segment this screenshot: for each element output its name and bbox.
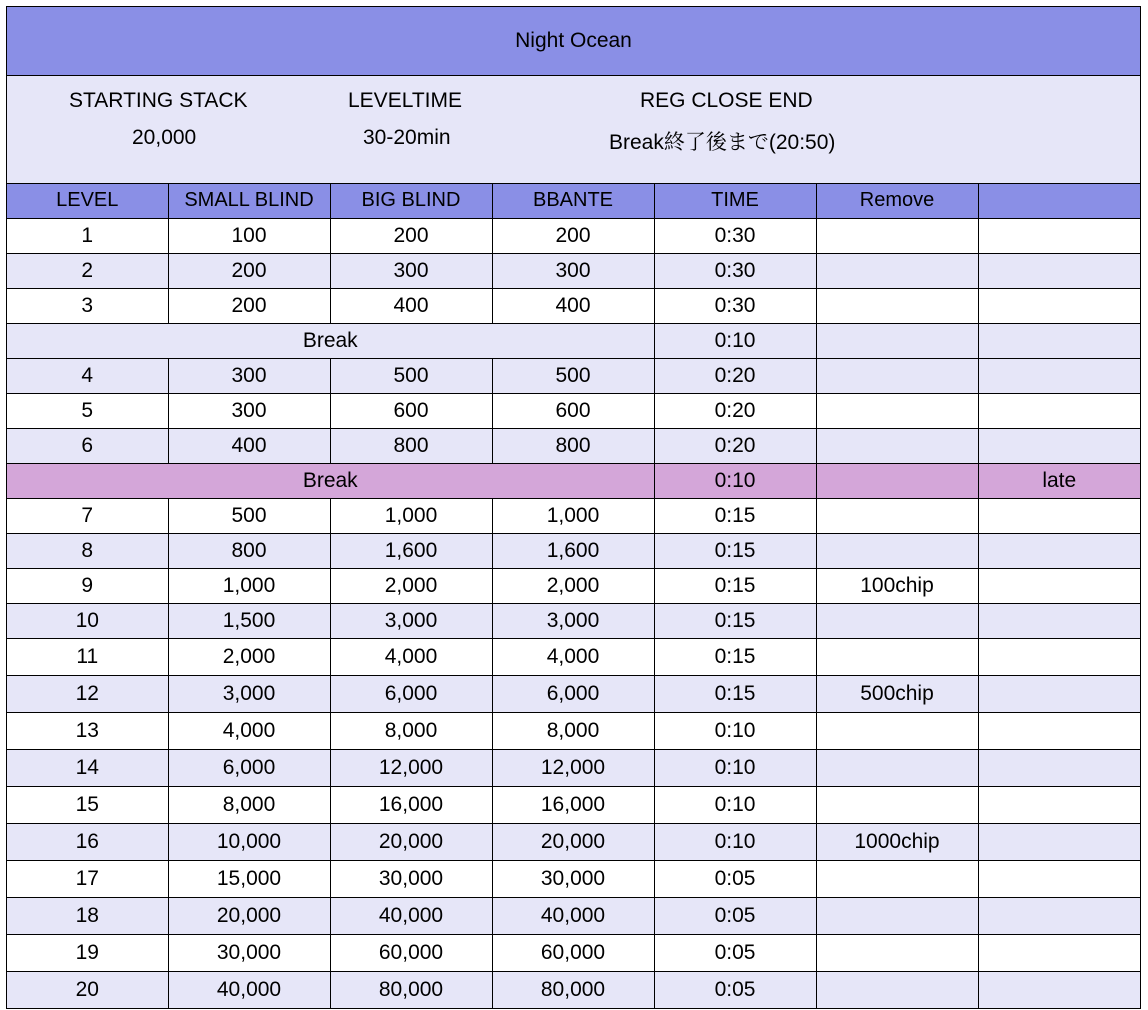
- big-blind-cell: 30,000: [330, 860, 492, 897]
- remove-cell: [816, 463, 978, 498]
- small-blind-cell: 300: [168, 393, 330, 428]
- note-cell: [978, 323, 1140, 358]
- big-blind-cell: 400: [330, 288, 492, 323]
- note-cell: late: [978, 463, 1140, 498]
- level-row: [7, 712, 1140, 749]
- bbante-cell: 4,000: [492, 638, 654, 675]
- big-blind-cell: 1,000: [330, 498, 492, 533]
- note-cell: [978, 428, 1140, 463]
- remove-cell: [816, 786, 978, 823]
- time-cell: 0:20: [654, 393, 816, 428]
- level-cell: 9: [7, 568, 168, 603]
- bbante-cell: 30,000: [492, 860, 654, 897]
- small-blind-cell: 100: [168, 218, 330, 253]
- big-blind-cell: 800: [330, 428, 492, 463]
- bbante-cell: 3,000: [492, 603, 654, 638]
- level-cell: 20: [7, 971, 168, 1008]
- bbante-cell: 16,000: [492, 786, 654, 823]
- level-row: [7, 428, 1140, 463]
- level-row: [7, 897, 1140, 934]
- blind-structure-table: [7, 184, 1140, 1008]
- remove-cell: [816, 603, 978, 638]
- table-header-row: [7, 184, 1140, 218]
- bbante-cell: 300: [492, 253, 654, 288]
- column-header-big-blind: BIG BLIND: [330, 184, 492, 218]
- time-cell: 0:15: [654, 603, 816, 638]
- remove-cell: 1000chip: [816, 823, 978, 860]
- remove-cell: [816, 533, 978, 568]
- level-cell: 4: [7, 358, 168, 393]
- note-cell: [978, 786, 1140, 823]
- note-cell: [978, 288, 1140, 323]
- bbante-cell: 500: [492, 358, 654, 393]
- note-cell: [978, 358, 1140, 393]
- big-blind-cell: 200: [330, 218, 492, 253]
- time-cell: 0:05: [654, 860, 816, 897]
- note-cell: [978, 218, 1140, 253]
- time-cell: 0:30: [654, 218, 816, 253]
- small-blind-cell: 800: [168, 533, 330, 568]
- note-cell: [978, 253, 1140, 288]
- small-blind-cell: 2,000: [168, 638, 330, 675]
- level-row: [7, 393, 1140, 428]
- big-blind-cell: 20,000: [330, 823, 492, 860]
- level-cell: 2: [7, 253, 168, 288]
- bbante-cell: 800: [492, 428, 654, 463]
- level-time-label: LEVELTIME: [348, 89, 462, 112]
- time-cell: 0:15: [654, 638, 816, 675]
- level-cell: 12: [7, 675, 168, 712]
- small-blind-cell: 200: [168, 253, 330, 288]
- tournament-info-panel: [7, 76, 1140, 184]
- remove-cell: [816, 323, 978, 358]
- bbante-cell: 8,000: [492, 712, 654, 749]
- small-blind-cell: 10,000: [168, 823, 330, 860]
- bbante-cell: 400: [492, 288, 654, 323]
- level-cell: 18: [7, 897, 168, 934]
- big-blind-cell: 2,000: [330, 568, 492, 603]
- time-cell: 0:30: [654, 288, 816, 323]
- level-row: [7, 860, 1140, 897]
- level-row: [7, 498, 1140, 533]
- small-blind-cell: 30,000: [168, 934, 330, 971]
- level-cell: 8: [7, 533, 168, 568]
- small-blind-cell: 15,000: [168, 860, 330, 897]
- small-blind-cell: 3,000: [168, 675, 330, 712]
- bbante-cell: 60,000: [492, 934, 654, 971]
- big-blind-cell: 12,000: [330, 749, 492, 786]
- big-blind-cell: 500: [330, 358, 492, 393]
- remove-cell: [816, 393, 978, 428]
- big-blind-cell: 8,000: [330, 712, 492, 749]
- level-row: [7, 971, 1140, 1008]
- bbante-cell: 600: [492, 393, 654, 428]
- big-blind-cell: 300: [330, 253, 492, 288]
- level-cell: 17: [7, 860, 168, 897]
- note-cell: [978, 897, 1140, 934]
- level-row: [7, 823, 1140, 860]
- remove-cell: 500chip: [816, 675, 978, 712]
- small-blind-cell: 200: [168, 288, 330, 323]
- level-row: [7, 568, 1140, 603]
- break-label-cell: Break: [7, 323, 654, 358]
- level-cell: 3: [7, 288, 168, 323]
- time-cell: 0:30: [654, 253, 816, 288]
- remove-cell: [816, 971, 978, 1008]
- level-cell: 16: [7, 823, 168, 860]
- late-break-row: [7, 463, 1140, 498]
- note-cell: [978, 749, 1140, 786]
- time-cell: 0:10: [654, 712, 816, 749]
- time-cell: 0:10: [654, 786, 816, 823]
- note-cell: [978, 498, 1140, 533]
- small-blind-cell: 1,000: [168, 568, 330, 603]
- level-cell: 10: [7, 603, 168, 638]
- level-cell: 15: [7, 786, 168, 823]
- small-blind-cell: 20,000: [168, 897, 330, 934]
- big-blind-cell: 1,600: [330, 533, 492, 568]
- remove-cell: [816, 498, 978, 533]
- note-cell: [978, 860, 1140, 897]
- note-cell: [978, 675, 1140, 712]
- note-cell: [978, 533, 1140, 568]
- level-cell: 19: [7, 934, 168, 971]
- level-row: [7, 533, 1140, 568]
- remove-cell: [816, 428, 978, 463]
- remove-cell: 100chip: [816, 568, 978, 603]
- level-time-value: 30-20min: [363, 126, 451, 149]
- bbante-cell: 2,000: [492, 568, 654, 603]
- small-blind-cell: 1,500: [168, 603, 330, 638]
- level-row: [7, 675, 1140, 712]
- level-row: [7, 786, 1140, 823]
- bbante-cell: 6,000: [492, 675, 654, 712]
- small-blind-cell: 4,000: [168, 712, 330, 749]
- column-header-level: LEVEL: [7, 184, 168, 218]
- small-blind-cell: 300: [168, 358, 330, 393]
- level-row: [7, 749, 1140, 786]
- time-cell: 0:10: [654, 323, 816, 358]
- remove-cell: [816, 253, 978, 288]
- remove-cell: [816, 897, 978, 934]
- time-cell: 0:15: [654, 675, 816, 712]
- level-row: [7, 638, 1140, 675]
- time-cell: 0:15: [654, 568, 816, 603]
- starting-stack-label: STARTING STACK: [69, 89, 248, 112]
- note-cell: [978, 393, 1140, 428]
- time-cell: 0:05: [654, 934, 816, 971]
- bbante-cell: 40,000: [492, 897, 654, 934]
- level-cell: 11: [7, 638, 168, 675]
- level-row: [7, 218, 1140, 253]
- time-cell: 0:10: [654, 463, 816, 498]
- big-blind-cell: 40,000: [330, 897, 492, 934]
- big-blind-cell: 16,000: [330, 786, 492, 823]
- note-cell: [978, 568, 1140, 603]
- note-cell: [978, 971, 1140, 1008]
- level-row: [7, 253, 1140, 288]
- bbante-cell: 1,600: [492, 533, 654, 568]
- tournament-title: Night Ocean: [7, 7, 1140, 76]
- note-cell: [978, 934, 1140, 971]
- break-label-cell: Break: [7, 463, 654, 498]
- remove-cell: [816, 860, 978, 897]
- column-header-small-blind: SMALL BLIND: [168, 184, 330, 218]
- big-blind-cell: 3,000: [330, 603, 492, 638]
- level-cell: 14: [7, 749, 168, 786]
- big-blind-cell: 4,000: [330, 638, 492, 675]
- remove-cell: [816, 638, 978, 675]
- time-cell: 0:05: [654, 971, 816, 1008]
- note-cell: [978, 712, 1140, 749]
- small-blind-cell: 6,000: [168, 749, 330, 786]
- small-blind-cell: 40,000: [168, 971, 330, 1008]
- remove-cell: [816, 288, 978, 323]
- note-cell: [978, 823, 1140, 860]
- reg-close-label: REG CLOSE END: [640, 89, 813, 112]
- break-row: [7, 323, 1140, 358]
- level-row: [7, 358, 1140, 393]
- remove-cell: [816, 218, 978, 253]
- remove-cell: [816, 749, 978, 786]
- level-cell: 13: [7, 712, 168, 749]
- time-cell: 0:20: [654, 428, 816, 463]
- note-cell: [978, 638, 1140, 675]
- column-header-notes: [978, 184, 1140, 218]
- big-blind-cell: 600: [330, 393, 492, 428]
- big-blind-cell: 60,000: [330, 934, 492, 971]
- small-blind-cell: 400: [168, 428, 330, 463]
- time-cell: 0:20: [654, 358, 816, 393]
- remove-cell: [816, 934, 978, 971]
- level-row: [7, 934, 1140, 971]
- big-blind-cell: 6,000: [330, 675, 492, 712]
- big-blind-cell: 80,000: [330, 971, 492, 1008]
- level-cell: 6: [7, 428, 168, 463]
- small-blind-cell: 500: [168, 498, 330, 533]
- remove-cell: [816, 358, 978, 393]
- bbante-cell: 200: [492, 218, 654, 253]
- time-cell: 0:15: [654, 498, 816, 533]
- time-cell: 0:10: [654, 823, 816, 860]
- level-row: [7, 288, 1140, 323]
- bbante-cell: 20,000: [492, 823, 654, 860]
- level-cell: 7: [7, 498, 168, 533]
- bbante-cell: 80,000: [492, 971, 654, 1008]
- column-header-time: TIME: [654, 184, 816, 218]
- time-cell: 0:10: [654, 749, 816, 786]
- time-cell: 0:15: [654, 533, 816, 568]
- blind-structure-sheet: [6, 6, 1141, 1009]
- starting-stack-value: 20,000: [132, 126, 197, 149]
- remove-cell: [816, 712, 978, 749]
- level-cell: 1: [7, 218, 168, 253]
- small-blind-cell: 8,000: [168, 786, 330, 823]
- note-cell: [978, 603, 1140, 638]
- column-header-bbante: BBANTE: [492, 184, 654, 218]
- time-cell: 0:05: [654, 897, 816, 934]
- bbante-cell: 12,000: [492, 749, 654, 786]
- column-header-remove: Remove: [816, 184, 978, 218]
- reg-close-value: Break終了後まで(20:50): [609, 131, 836, 154]
- bbante-cell: 1,000: [492, 498, 654, 533]
- level-row: [7, 603, 1140, 638]
- level-cell: 5: [7, 393, 168, 428]
